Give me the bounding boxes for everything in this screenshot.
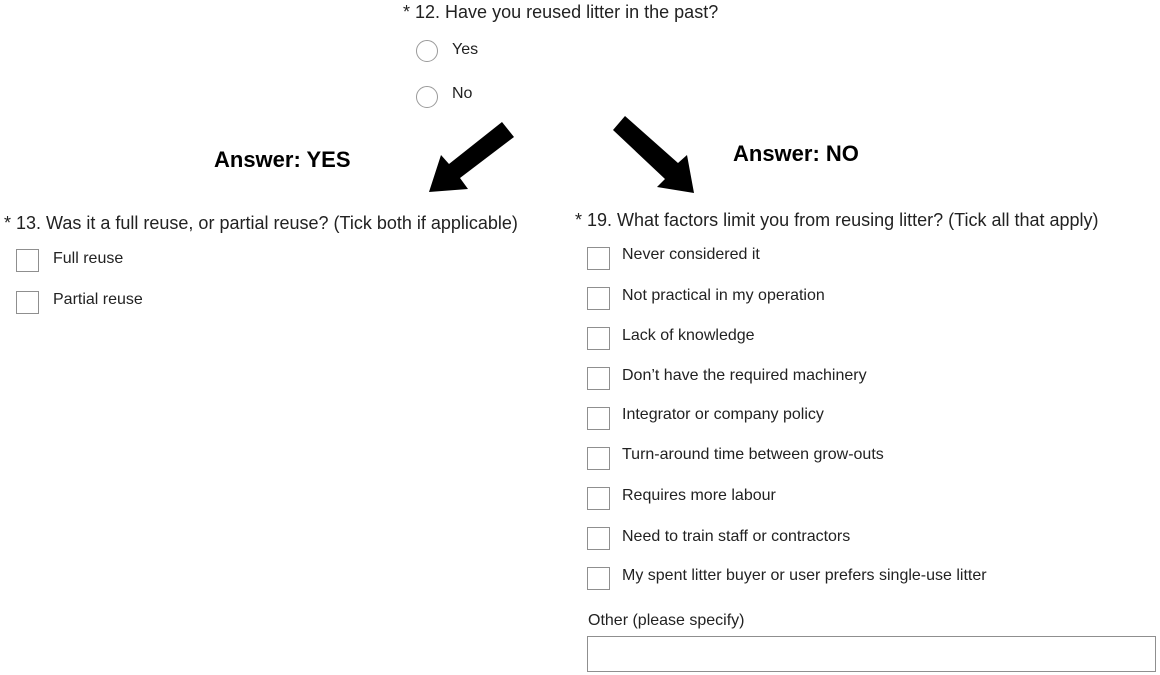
q19-other-input[interactable] <box>587 636 1156 672</box>
q19-other-label: Other (please specify) <box>588 612 745 629</box>
q19-option-label[interactable]: Need to train staff or contractors <box>622 528 851 545</box>
q13-question <box>4 212 518 234</box>
q12-text: Have you reused litter in the past? <box>445 2 719 22</box>
q19-option-label[interactable]: Lack of knowledge <box>622 327 755 344</box>
answer-yes-heading: Answer: YES <box>214 147 351 172</box>
q19-option-checkbox[interactable] <box>587 247 610 270</box>
q19-option-checkbox[interactable] <box>587 367 610 390</box>
q19-option-checkbox[interactable] <box>587 287 610 310</box>
q19-option-label[interactable]: Not practical in my operation <box>622 287 825 304</box>
q19-option-checkbox[interactable] <box>587 487 610 510</box>
q13-full-reuse-checkbox[interactable] <box>16 249 39 272</box>
q12-yes-label[interactable]: Yes <box>452 41 479 58</box>
q19-option-checkbox[interactable] <box>587 447 610 470</box>
q19-option-checkbox[interactable] <box>587 327 610 350</box>
q13-text: Was it a full reuse, or partial reuse? (Tick both if applicable) <box>46 213 518 233</box>
q12-no-radio[interactable] <box>416 86 438 108</box>
q13-full-reuse-label[interactable]: Full reuse <box>53 250 124 267</box>
q19-option-label[interactable]: Requires more labour <box>622 487 776 504</box>
q12-no-label[interactable]: No <box>452 85 473 102</box>
q19-option-label[interactable]: My spent litter buyer or user prefers single-use litter <box>622 567 987 584</box>
q19-number: * 19. <box>575 210 613 230</box>
q12-number: * 12. <box>403 2 441 22</box>
q13-partial-reuse-checkbox[interactable] <box>16 291 39 314</box>
q12-yes-radio[interactable] <box>416 40 438 62</box>
q19-option-label[interactable]: Turn-around time between grow-outs <box>622 446 884 463</box>
answer-no-heading: Answer: NO <box>733 141 859 166</box>
q12-question <box>403 1 718 23</box>
arrow-down-right-icon <box>610 113 702 197</box>
q13-partial-reuse-label[interactable]: Partial reuse <box>53 291 143 308</box>
q19-question <box>575 209 1099 231</box>
q19-option-label[interactable]: Don’t have the required machinery <box>622 367 867 384</box>
q19-option-checkbox[interactable] <box>587 407 610 430</box>
q19-option-checkbox[interactable] <box>587 527 610 550</box>
q19-option-label[interactable]: Never considered it <box>622 246 760 263</box>
q19-text: What factors limit you from reusing litter? (Tick all that apply) <box>617 210 1099 230</box>
q13-number: * 13. <box>4 213 42 233</box>
q19-option-checkbox[interactable] <box>587 567 610 590</box>
arrow-down-left-icon <box>422 118 517 196</box>
q19-option-label[interactable]: Integrator or company policy <box>622 406 824 423</box>
